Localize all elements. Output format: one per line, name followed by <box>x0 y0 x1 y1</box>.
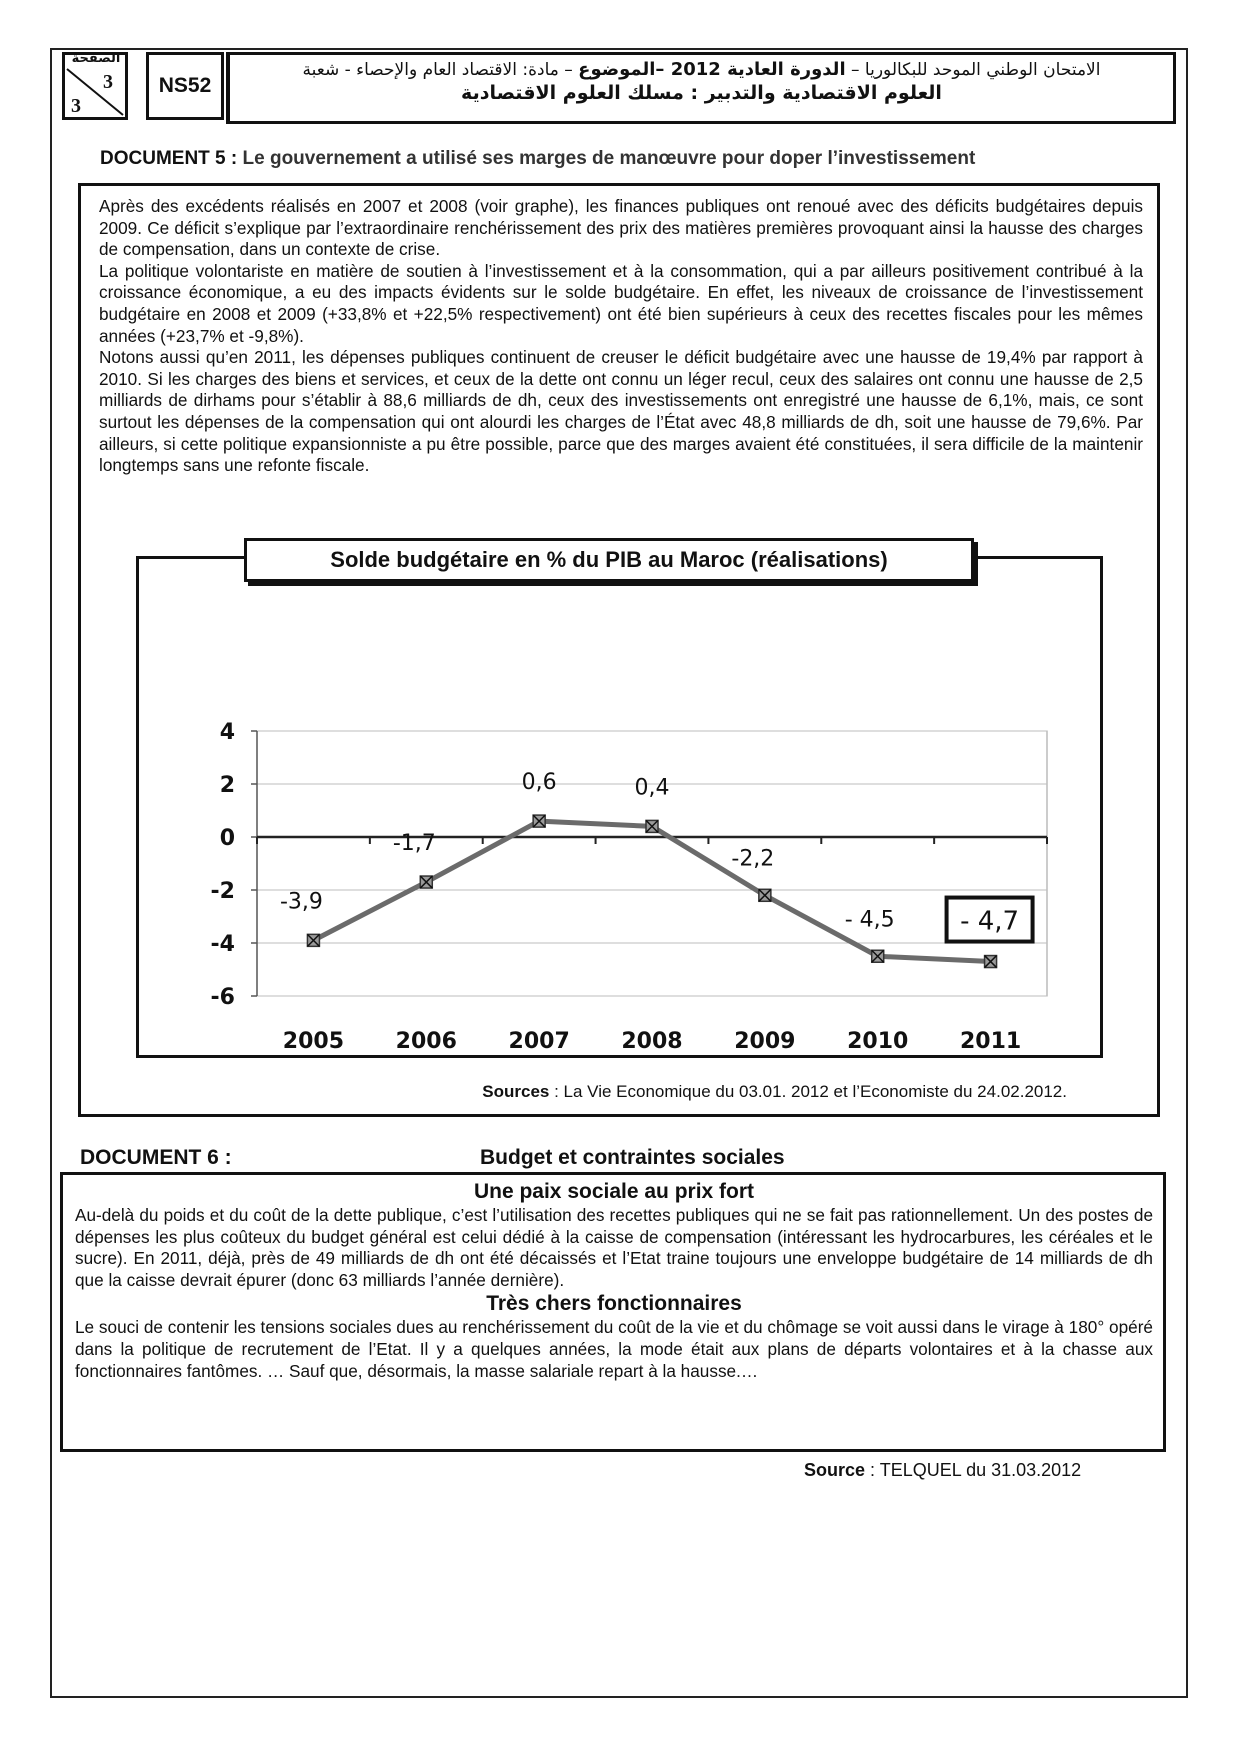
x-category-label: 2007 <box>508 1029 570 1054</box>
x-category-label: 2005 <box>282 1029 345 1054</box>
doc6-section1-text: Au-delà du poids et du coût de la dette publique, c’est l’utilisation des recettes publiques qui ne se fait pas rationnellement. Un des postes de dépenses les plus coûteux du budget général est celui dédié à la caisse de compensation (intéressant les hydrocarbures, les céréales et le sucre). En 2011, déjà, près de 49 milliards de dh ont été décaissés et l’Etat traine toujours une enveloppe budgétaire de 14 milliards de dh que la caisse devrait épurer (donc 63 milliards l’année dernière). <box>75 1205 1153 1290</box>
doc6-content <box>75 1179 1153 1382</box>
doc5-heading <box>100 148 975 170</box>
doc6-sources-text: : TELQUEL du 31.03.2012 <box>865 1460 1082 1480</box>
data-label: -3,9 <box>279 889 323 915</box>
doc6-sources <box>804 1460 1081 1481</box>
doc6-label: DOCUMENT 6 : <box>80 1146 232 1169</box>
exam-title-line1-normal: الامتحان الوطني الموحد للبكالوريا – <box>851 60 1101 80</box>
y-tick-label: -4 <box>210 932 235 957</box>
doc6-section1-title: Une paix sociale au prix fort <box>473 1180 755 1203</box>
data-label-highlighted: - 4,7 <box>960 906 1020 937</box>
x-category-label: 2010 <box>847 1029 909 1054</box>
doc5-sources-label: Sources <box>482 1082 550 1101</box>
x-category-label: 2006 <box>395 1029 457 1054</box>
doc5-label: DOCUMENT 5 : <box>100 148 238 169</box>
doc6-section2-text: Le souci de contenir les tensions sociales dues au renchérissement du coût de la vie et du chômage se voit aussi dans le virage à 180° opéré dans la politique de recrutement de l’Etat. Il y a quelques années, la mode était aux plans de départs volontaires et à la chasse aux fonctionnaires fantômes. … Sauf que, désormais, la masse salariale repart à la hausse.… <box>75 1317 1153 1381</box>
doc6-box <box>60 1172 1166 1452</box>
x-category-label: 2011 <box>959 1029 1022 1054</box>
data-label: 0,4 <box>634 775 670 801</box>
doc5-paragraph-3: Notons aussi qu’en 2011, les dépenses publiques continuent de creuser le déficit budgétaire avec une hausse de 19,4% par rapport à 2010. Si les charges des biens et services, et ceux de la dette ont connu un léger recul, ceux des salaires ont connu une hausse de 2,5 milliards de dirhams pour s’établir à 88,6 milliards de dh, ceux des investissements ont enregistré une hausse de 6,1%, mais, ce sont surtout les dépenses de la compensation qui ont alourdi les charges de l’État avec 48,8 milliards de dh, soit une hausse de 79,6%. Par ailleurs, si cette politique expansionniste a pu être possible, parce que des marges avaient été constituées, il sera difficile de la maintenir longtemps sans une refonte fiscale. <box>99 347 1143 476</box>
y-tick-label: -2 <box>210 879 235 904</box>
y-tick-label: 4 <box>219 720 235 745</box>
doc5-sources <box>482 1082 1067 1102</box>
exam-title-line2: العلوم الاقتصادية والتدبير : مسلك العلوم الاقتصادية <box>461 82 942 104</box>
doc6-section2-title: Très chers fonctionnaires <box>486 1292 742 1316</box>
data-label: - 4,5 <box>844 907 895 933</box>
page-number-box <box>62 52 128 120</box>
exam-title-line1-bold: الدورة العادية 2012 –الموضوع <box>578 59 846 80</box>
page-total: 3 <box>71 95 81 117</box>
x-category-label: 2008 <box>621 1029 683 1054</box>
data-label: -1,7 <box>392 831 436 857</box>
y-tick-label: 0 <box>219 826 235 851</box>
doc5-box <box>78 183 1160 1117</box>
chart-title: Solde budgétaire en % du PIB au Maroc (réalisations) <box>244 538 974 582</box>
doc5-title: Le gouvernement a utilisé ses marges de manœuvre pour doper l’investissement <box>242 148 976 169</box>
doc5-paragraph-2: La politique volontariste en matière de soutien à l’investissement et à la consommation, qui a par ailleurs positivement contribué à la croissance économique, a eu des impacts évidents sur le solde budgétaire. En effet, les niveaux de croissance de l’investissement budgétaire en 2008 et 2009 (+33,8% et +22,5% respectivement) ont été bien supérieurs à ceux des recettes fiscales pour les mêmes années (+23,7% et -9,8%). <box>99 260 1143 346</box>
budget-balance-chart <box>139 586 1099 1054</box>
exam-title-line1-rest: – مادة: الاقتصاد العام والإحصاء - شعبة <box>302 60 573 80</box>
data-label: 0,6 <box>521 770 557 796</box>
page-current: 3 <box>103 71 113 93</box>
exam-title <box>226 52 1176 124</box>
page-label: الصفحة <box>71 51 121 66</box>
exam-code: NS52 <box>146 52 224 120</box>
doc5-paragraph-1: Après des excédents réalisés en 2007 et 2008 (voir graphe), les finances publiques ont renoué avec des déficits budgétaires depuis 2009. Ce déficit s’explique par l’extraordinaire renchérissement des prix des matières premières provoquant ainsi la hausse des charges de compensation, dans un contexte de crise. <box>99 196 1143 260</box>
doc6-title: Budget et contraintes sociales <box>480 1146 785 1169</box>
y-tick-label: -6 <box>210 985 235 1010</box>
exam-title-line1 <box>230 59 1173 80</box>
doc6-sources-label: Source <box>804 1460 866 1480</box>
exam-header <box>62 52 1176 124</box>
doc5-sources-text: : La Vie Economique du 03.01. 2012 et l’Economiste du 24.02.2012. <box>549 1082 1067 1101</box>
x-category-label: 2009 <box>734 1029 796 1054</box>
y-tick-label: 2 <box>219 773 235 798</box>
data-label: -2,2 <box>731 846 775 872</box>
doc5-text <box>99 196 1143 477</box>
